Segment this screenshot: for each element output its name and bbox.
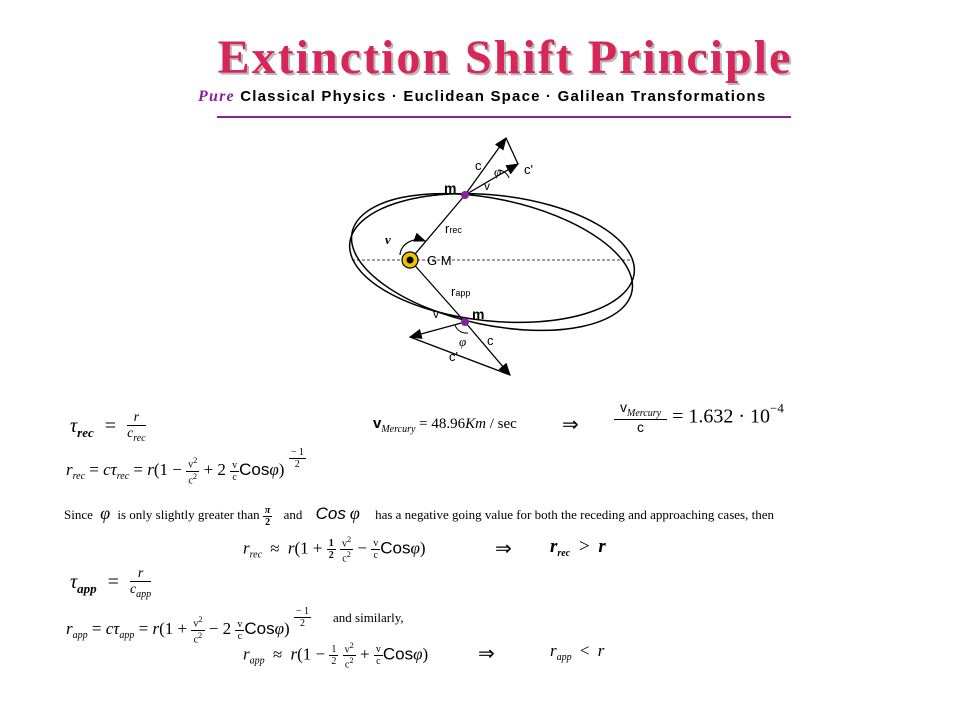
label-c-bottom: c bbox=[487, 333, 494, 348]
eq-v-mercury: $v_{Mercury} = 48.96Km / \sec$ bbox=[373, 415, 517, 435]
eq-tau-app: $\tau_{app}$ = $\frac{r}{c_{app}}$ bbox=[70, 566, 152, 601]
label-cprime-top: c' bbox=[524, 162, 533, 177]
label-cprime-bottom: c' bbox=[449, 349, 458, 364]
orbit-ellipse-2 bbox=[340, 171, 640, 354]
label-gm: G M bbox=[427, 253, 452, 268]
result-r-rec-gt-r: $r_{rec} > r$ bbox=[550, 536, 606, 559]
subtitle-pure: Pure bbox=[198, 88, 235, 105]
label-nu: ν bbox=[385, 232, 391, 247]
mass-bottom-icon bbox=[461, 318, 469, 326]
label-c-top: c bbox=[475, 158, 482, 173]
and-similarly-text: and similarly, bbox=[333, 610, 404, 625]
label-phi-bottom: φ bbox=[459, 334, 467, 349]
eq-r-app: $r_{app} = c\tau_{app} = r(1$ + $\frac{v^2}{c^2}$ − 2 $\frac{v}{c}$ Cosφ) $\frac{- 1}{2}$ bbox=[66, 606, 310, 645]
eq-r-rec: $r_{rec} = c\tau_{rec} = r(1$ − $\frac{v^2}{c^2}$ + 2 $\frac{v}{c}$ Cosφ) $\frac{- 1}{2}$ bbox=[66, 447, 304, 486]
orbit-ellipse-1 bbox=[343, 180, 640, 335]
label-m-top: m bbox=[444, 180, 457, 196]
eq-ratio: $\frac{v_{Mercury}}{c}$ = $1.632 \cdot 10^{-4}$ bbox=[614, 400, 784, 435]
label-r-rec: rrec bbox=[445, 221, 462, 236]
orbit-diagram bbox=[340, 125, 640, 385]
label-v-bottom: v bbox=[433, 307, 439, 321]
sentence-since: Since φ is only slightly greater than $\frac{\pi}{2}$ and Cos φ has a negative going value for both the receding and approaching cases, then bbox=[64, 503, 774, 528]
subtitle-rest: Classical Physics · Euclidean Space · Galilean Transformations bbox=[240, 88, 767, 105]
label-phi-top: φ bbox=[494, 164, 502, 179]
implies-3: ⇒ bbox=[478, 643, 495, 665]
label-m-bottom: m bbox=[472, 306, 485, 322]
page-subtitle bbox=[198, 88, 766, 106]
eq-r-app-approx: $r_{app} \approx r(1$ − $\frac{1}{2}$ $\frac{v^2}{c^2}$ + $\frac{v}{c}$ Cosφ) bbox=[243, 641, 429, 671]
result-r-app-lt-r: $r_{app} < r$ bbox=[550, 641, 605, 663]
label-r-app: rapp bbox=[451, 284, 471, 299]
title-divider bbox=[217, 116, 791, 118]
eq-r-rec-approx: $r_{rec} \approx r(1$ + $\frac{1}{2}$ $\frac{v^2}{c^2}$ − $\frac{v}{c}$ Cosφ) bbox=[243, 535, 426, 565]
implies-2: ⇒ bbox=[495, 538, 512, 560]
label-v-top: v bbox=[484, 179, 490, 193]
mass-top-icon bbox=[461, 191, 469, 199]
eq-tau-rec: $\tau_{rec}$ = $\frac{r}{c_{rec}}$ bbox=[70, 410, 146, 445]
implies-1: ⇒ bbox=[562, 414, 579, 436]
page-title: Extinction Shift Principle bbox=[217, 31, 793, 84]
